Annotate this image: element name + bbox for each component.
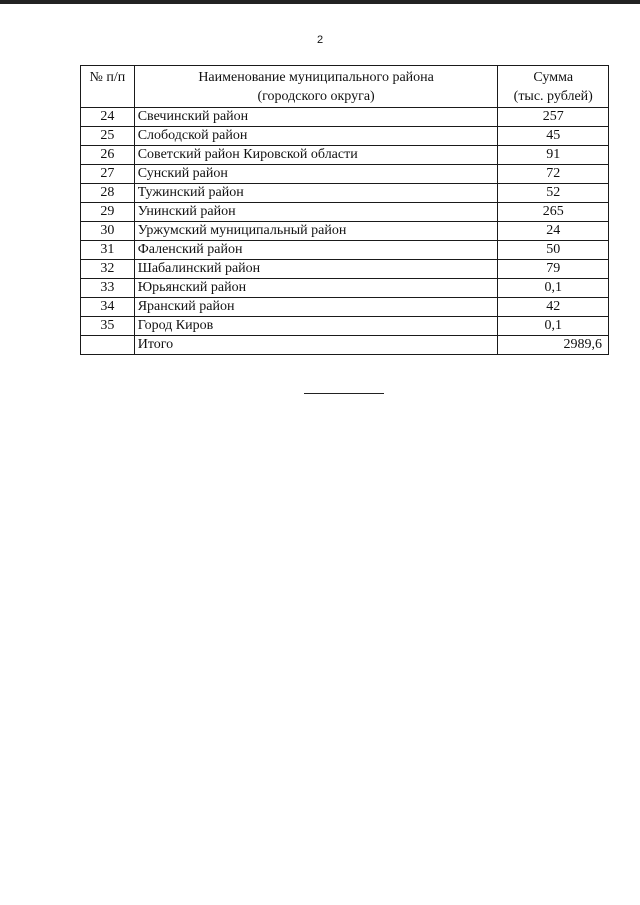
row-sum: 50: [498, 241, 609, 260]
row-sum: 72: [498, 165, 609, 184]
row-number: 31: [81, 241, 135, 260]
table-row: [81, 184, 609, 203]
page-number: 2: [316, 34, 324, 46]
table-row: [81, 222, 609, 241]
row-name: Слободской район: [134, 127, 498, 146]
row-number: 35: [81, 317, 135, 336]
row-sum: 0,1: [498, 279, 609, 298]
end-of-document-line: [304, 393, 384, 394]
row-number: 29: [81, 203, 135, 222]
header-sum: [498, 66, 609, 108]
table-row: [81, 108, 609, 127]
table-row: [81, 317, 609, 336]
row-name: Яранский район: [134, 298, 498, 317]
row-sum: 257: [498, 108, 609, 127]
row-name: Свечинский район: [134, 108, 498, 127]
row-sum: 45: [498, 127, 609, 146]
header-name: [134, 66, 498, 108]
table-row: [81, 260, 609, 279]
row-name: Тужинский район: [134, 184, 498, 203]
table-row: [81, 165, 609, 184]
row-name: Уржумский муниципальный район: [134, 222, 498, 241]
header-number: [81, 66, 135, 108]
row-number: 30: [81, 222, 135, 241]
row-number: 25: [81, 127, 135, 146]
row-name: Юрьянский район: [134, 279, 498, 298]
row-number: 34: [81, 298, 135, 317]
row-sum: 42: [498, 298, 609, 317]
row-sum: 79: [498, 260, 609, 279]
row-name: Унинский район: [134, 203, 498, 222]
row-sum: 91: [498, 146, 609, 165]
table-row: [81, 203, 609, 222]
row-number: 33: [81, 279, 135, 298]
total-number: [81, 336, 135, 355]
table-header-row: [81, 66, 609, 108]
top-border-line: [0, 0, 640, 4]
total-label: Итого: [134, 336, 498, 355]
allocation-table: [80, 65, 609, 355]
row-name: Сунский район: [134, 165, 498, 184]
row-sum: 52: [498, 184, 609, 203]
row-name: Фаленский район: [134, 241, 498, 260]
row-number: 28: [81, 184, 135, 203]
header-sum-line2: (тыс. рублей): [513, 89, 593, 104]
table-row: [81, 279, 609, 298]
row-sum: 0,1: [498, 317, 609, 336]
header-number-label: № п/п: [89, 70, 126, 85]
header-name-line1: Наименование муниципального района: [198, 70, 434, 85]
total-sum: 2989,6: [498, 336, 609, 355]
table-row: [81, 298, 609, 317]
row-name: Советский район Кировской области: [134, 146, 498, 165]
row-number: 27: [81, 165, 135, 184]
row-number: 26: [81, 146, 135, 165]
table-body: [81, 108, 609, 355]
row-number: 24: [81, 108, 135, 127]
header-sum-line1: Сумма: [533, 70, 574, 85]
table-row: [81, 127, 609, 146]
row-sum: 265: [498, 203, 609, 222]
table-row: [81, 241, 609, 260]
table-total-row: [81, 336, 609, 355]
row-sum: 24: [498, 222, 609, 241]
header-name-line2: (городского округа): [257, 89, 375, 104]
table-row: [81, 146, 609, 165]
row-name: Шабалинский район: [134, 260, 498, 279]
row-number: 32: [81, 260, 135, 279]
row-name: Город Киров: [134, 317, 498, 336]
